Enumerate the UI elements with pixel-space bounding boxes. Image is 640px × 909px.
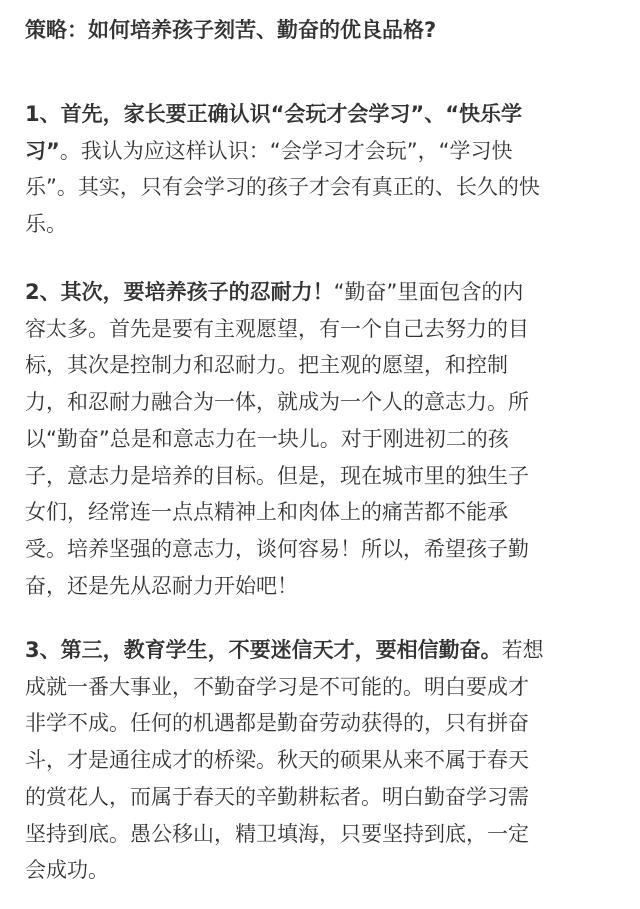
- body-text: 斗，才是通往成才的桥梁。秋天的硕果从来不属于春天: [25, 748, 529, 773]
- body-text: 力，和忍耐力融合为一体，就成为一个人的意志力。所: [25, 390, 529, 415]
- body-text: 乐。: [25, 212, 67, 237]
- bold-text: 3、第三，教育学生，不要迷信天才，要相信勤奋。: [25, 638, 502, 662]
- paragraph-line: [25, 568, 529, 605]
- paragraph-line: [25, 531, 529, 568]
- body-text: 女们，经常连一点点精神上和肉体上的痛苦都不能承: [25, 500, 508, 525]
- body-text: 奋，还是先从忍耐力开始吧！: [25, 573, 298, 598]
- paragraph-second: [25, 274, 529, 604]
- paragraph-line: [25, 311, 529, 348]
- bold-text: 习”: [25, 138, 60, 163]
- paragraph-line: [25, 206, 540, 243]
- body-text: 以“勤奋”总是和意志力在一块儿。对于刚进初二的孩: [25, 426, 509, 451]
- paragraph-line: [25, 96, 540, 133]
- paragraph-line: [25, 384, 529, 421]
- paragraph-line: [25, 742, 544, 779]
- paragraph-third: [25, 632, 544, 889]
- bold-text: 1、首先，家长要正确认识“会玩才会学习”、“快乐学: [25, 102, 523, 126]
- paragraph-first: [25, 96, 540, 243]
- paragraph-line: [25, 133, 540, 170]
- paragraph-line: [25, 779, 544, 816]
- body-text: 受。培养坚强的意志力，谈何容易！所以，希望孩子勤: [25, 536, 529, 561]
- article-title: 策略：如何培养孩子刻苦、勤奋的优良品格?: [25, 18, 437, 42]
- body-text: 乐”。其实，只有会学习的孩子才会有真正的、长久的快: [25, 175, 540, 200]
- body-text: 的赏花人，而属于春天的辛勤耕耘者。明白勤奋学习需: [25, 784, 529, 809]
- paragraph-line: [25, 852, 544, 889]
- body-text: “勤奋”里面包含的内: [333, 280, 524, 304]
- paragraph-line: [25, 669, 544, 706]
- body-text: 成就一番大事业，不勤奋学习是不可能的。明白要成才: [25, 674, 529, 699]
- body-text: 若想: [501, 638, 544, 662]
- paragraph-line: [25, 705, 544, 742]
- bold-text: 2、其次，要培养孩子的忍耐力！: [25, 280, 334, 304]
- article: [25, 12, 625, 883]
- body-text: 。我认为应这样认识：“会学习才会玩”，“学习快: [59, 138, 513, 163]
- body-text: 坚持到底。愚公移山，精卫填海，只要坚持到底，一定: [25, 821, 529, 846]
- body-text: 会成功。: [25, 858, 109, 883]
- paragraph-line: [25, 169, 540, 206]
- body-text: 非学不成。任何的机遇都是勤奋劳动获得的，只有拼奋: [25, 711, 529, 736]
- paragraph-line: [25, 347, 529, 384]
- body-text: 容太多。首先是要有主观愿望，有一个自己去努力的目: [25, 316, 529, 341]
- paragraph-line: [25, 816, 544, 853]
- paragraph-line: [25, 494, 529, 531]
- paragraph-line: [25, 274, 529, 311]
- body-text: 标，其次是控制力和忍耐力。把主观的愿望，和控制: [25, 353, 508, 378]
- paragraph-line: [25, 632, 544, 669]
- body-text: 子，意志力是培养的目标。但是，现在城市里的独生子: [25, 463, 529, 488]
- paragraph-line: [25, 458, 529, 495]
- paragraph-line: [25, 421, 529, 458]
